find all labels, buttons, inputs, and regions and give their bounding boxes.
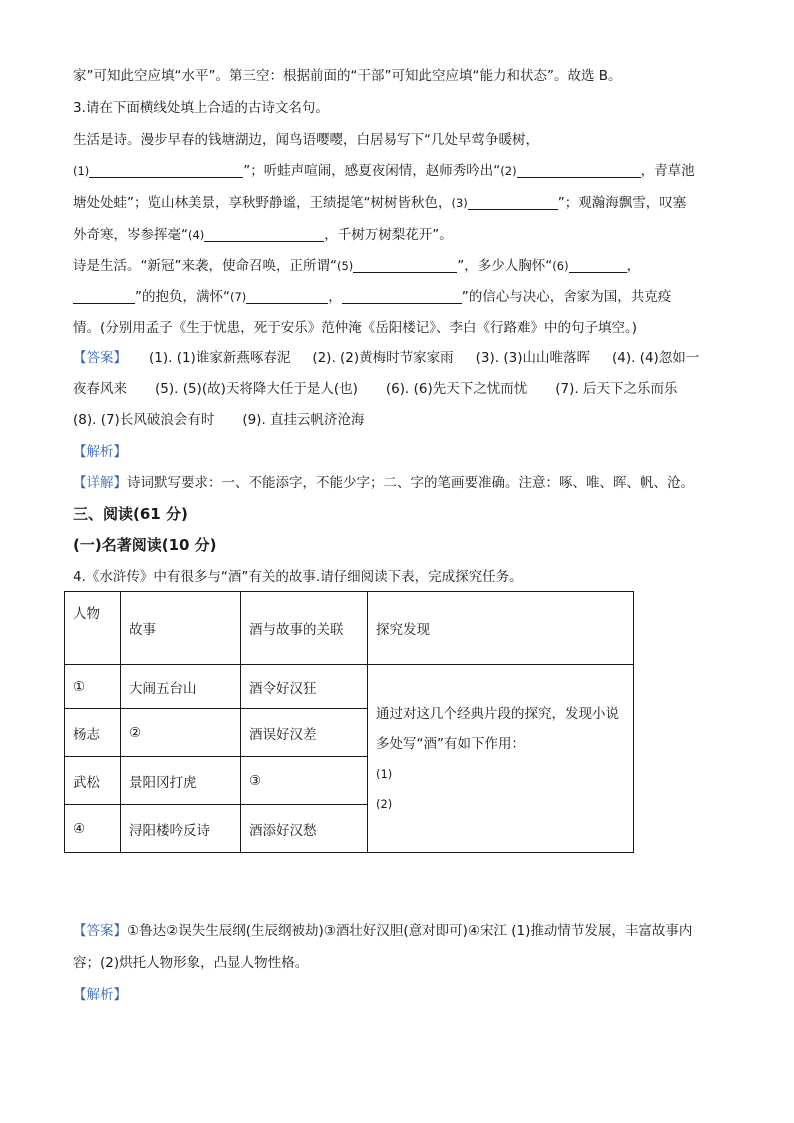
question-3-line-4 (73, 225, 453, 245)
answer-text: ①鲁达②误失生辰纲(生辰纲被劫)③酒壮好汉胆(意对即可)④宋江 (1)推动情节发展，丰富故事内 (127, 923, 693, 939)
detail-line (73, 473, 694, 493)
answer-item: 夜春风来 (73, 381, 127, 397)
question-3-line-1: 生活是诗。漫步早春的钱塘湖边，闻鸟语嘤嘤，白居易写下“几处早莺争暖树， (73, 132, 539, 148)
text-segment: 外奇寒，岑参挥毫“ (73, 227, 188, 243)
fill-blank (204, 226, 324, 242)
text-segment: ”；观瀚海飘雪，叹塞 (557, 195, 687, 211)
answer-item: (9). 直挂云帆济沧海 (242, 412, 365, 428)
table-cell: ② (121, 709, 241, 757)
subsection-title: (一)名著阅读(10 分) (73, 536, 217, 554)
table-cell: ③ (241, 757, 368, 805)
table-header-cell: 人物 (65, 592, 121, 665)
finding-line: (1) (376, 766, 393, 781)
answer-item: (3). (3)山山唯落晖 (475, 350, 590, 366)
answer-item: (7). 后天下之乐而乐 (555, 381, 678, 397)
table-cell: ① (65, 665, 121, 709)
fill-blank (569, 257, 627, 273)
text-segment: ，千树万树梨花开”。 (324, 227, 453, 243)
text-segment: 诗是生活。“新冠”来袭，使命召唤，正所谓“ (73, 258, 337, 274)
inquiry-table (64, 591, 634, 853)
table-cell: 大闹五台山 (121, 665, 241, 709)
blank-number: (5) (336, 259, 354, 273)
blank-number: (6) (552, 259, 569, 273)
answer-tag: 【答案】 (73, 350, 127, 366)
detail-text: 诗词默写要求：一、不能添字，不能少字；二、字的笔画要准确。注意：啄、唯、晖、帆、沧。 (127, 475, 694, 491)
table-cell: 浔阳楼吟反诗 (121, 805, 241, 853)
text-segment: ”的抱负，满怀“ (135, 289, 230, 305)
fill-blank (468, 194, 558, 210)
findings-cell (368, 665, 634, 853)
question-3-line-2 (73, 161, 695, 181)
answer-tag: 【答案】 (73, 923, 127, 939)
table-row (65, 665, 634, 709)
text-segment: ， (328, 289, 342, 305)
answer-item: (4). (4)忽如一 (611, 350, 700, 366)
blank-number: (2) (500, 164, 517, 178)
blank-number: (3) (451, 196, 468, 210)
fill-blank (353, 257, 457, 273)
blank-number: (7) (230, 290, 247, 304)
paragraph-continuation: 家”可知此空应填“水平”。第三空：根据前面的“干部”可知此空应填“能力和状态”。故选 B。 (73, 68, 622, 84)
table-cell: 酒令好汉狂 (241, 665, 368, 709)
table-cell: 酒添好汉愁 (241, 805, 368, 853)
table-header-cell: 故事 (121, 592, 241, 665)
fill-blank (89, 162, 243, 178)
answer-item: (1). (1)谁家新燕啄春泥 (149, 350, 291, 366)
answer-item: (5). (5)(故)天将降大任于是人(也) (155, 381, 358, 397)
section-title: 三、阅读(61 分) (73, 505, 188, 523)
fill-blank (517, 162, 641, 178)
question-3-title: 3.请在下面横线处填上合适的古诗文名句。 (73, 100, 329, 116)
question-4-answer-line-1 (73, 921, 692, 941)
table-header-cell: 探究发现 (368, 592, 634, 665)
question-4-title: 4.《水浒传》中有很多与“酒”有关的故事.请仔细阅读下表，完成探究任务。 (73, 569, 523, 585)
fill-blank (73, 288, 135, 304)
question-3-answer-line-1 (73, 348, 699, 368)
table-cell: 杨志 (65, 709, 121, 757)
table-cell: ④ (65, 805, 121, 853)
table-header-cell: 酒与故事的关联 (241, 592, 368, 665)
text-segment: ， (626, 258, 641, 274)
answer-item: (2). (2)黄梅时节家家雨 (312, 350, 454, 366)
text-segment: ，青草池 (640, 163, 695, 179)
fill-blank (342, 288, 462, 304)
finding-line: (2) (376, 796, 393, 811)
finding-line: 多处写“酒”有如下作用： (376, 735, 525, 752)
table-header-row (65, 592, 634, 665)
detail-tag: 【详解】 (73, 475, 127, 491)
question-4-answer-line-2: 容；(2)烘托人物形象，凸显人物性格。 (73, 955, 309, 971)
analysis-tag: 【解析】 (73, 987, 127, 1003)
table-cell: 景阳冈打虎 (121, 757, 241, 805)
blank-number: (1) (73, 164, 90, 178)
analysis-tag: 【解析】 (73, 444, 127, 460)
finding-line: 通过对这几个经典片段的探究，发现小说 (376, 705, 619, 722)
question-3-line-3 (73, 193, 686, 213)
fill-blank (246, 288, 328, 304)
question-3-answer-line-2 (73, 379, 677, 399)
text-segment: ”的信心与决心，舍家为国，共克疫 (461, 289, 672, 305)
question-3-line-6 (73, 287, 671, 307)
question-3-line-7: 情。(分别用孟子《生于忧患，死于安乐》范仲淹《岳阳楼记》、李白《行路难》中的句子填空。) (73, 320, 638, 336)
blank-number: (4) (188, 228, 205, 242)
text-segment: ”，多少人胸怀“ (457, 258, 553, 274)
question-3-answer-line-3 (73, 410, 365, 430)
answer-item: (6). (6)先天下之忧而忧 (385, 381, 528, 397)
answer-item: (8). (7)长风破浪会有时 (73, 412, 215, 428)
text-segment: 塘处处蛙”；览山林美景，享秋野静谧，王绩提笔“树树皆秋色， (73, 195, 452, 211)
question-3-line-5 (73, 256, 640, 276)
text-segment: ”；听蛙声喧闹，感夏夜闲情，赵师秀吟出“ (243, 163, 501, 179)
table-cell: 武松 (65, 757, 121, 805)
table-cell: 酒误好汉差 (241, 709, 368, 757)
